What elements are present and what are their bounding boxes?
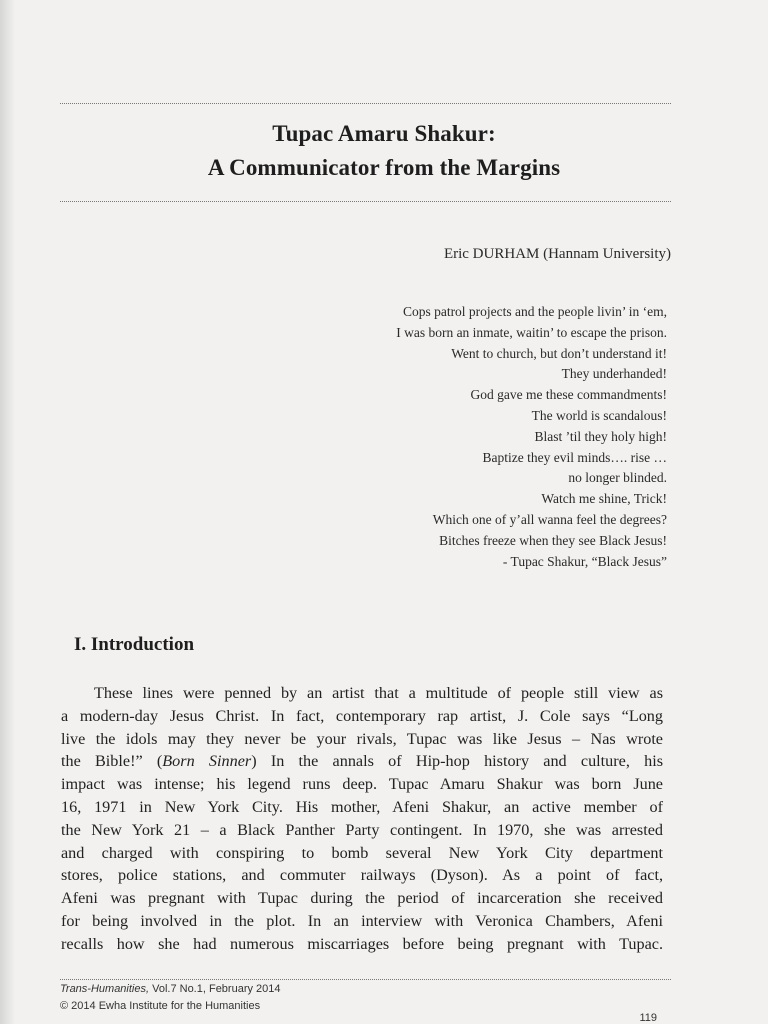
paragraph-line [61,819,663,842]
page-number: 119 [639,1012,657,1024]
paragraph-line [61,750,663,773]
paragraph-text: 16, 1971 in New York City. His mother, Afeni Shakur, an active member of [61,797,663,816]
paragraph-text: the New York 21 – a Black Panther Party contingent. In 1970, she was arrested [61,820,663,839]
journal-citation [60,983,281,995]
paragraph-line [61,773,663,796]
paragraph-line [61,796,663,819]
paragraph-text: recalls how she had numerous miscarriages before being pregnant with Tupac. [61,934,663,953]
paragraph-line [61,842,663,865]
paragraph-text: for being involved in the plot. In an interview with Veronica Chambers, Afeni [61,911,663,930]
paragraph-line [61,887,663,910]
scan-edge-shadow [0,0,14,1024]
paragraph-line [61,682,663,705]
author-affiliation: Eric DURHAM (Hannam University) [443,246,671,262]
paragraph-line [61,910,663,933]
epigraph [267,302,667,572]
paragraph-text: and charged with conspiring to bomb several New York City department [61,843,663,862]
title-bottom-rule [60,201,671,202]
epigraph-line: The world is scandalous! [531,407,667,423]
epigraph-line: Which one of y’all wanna feel the degrees? [432,511,667,527]
copyright-notice: © 2014 Ewha Institute for the Humanities [60,1000,261,1012]
top-rule [60,103,671,104]
paragraph-text: a modern-day Jesus Christ. In fact, contemporary rap artist, J. Cole says “Long [61,706,663,725]
paragraph-text: ) In the annals of Hip-hop history and culture, his [251,752,664,771]
epigraph-line: I was born an inmate, waitin’ to escape the prison. [396,324,667,340]
paragraph-text: the Bible!” ( [61,752,163,771]
epigraph-line: Went to church, but don’t understand it! [451,345,667,361]
epigraph-line: God gave me these commandments! [470,387,667,403]
epigraph-line: Bitches freeze when they see Black Jesus! [439,532,667,548]
paragraph-text: stores, police stations, and commuter railways (Dyson). As a point of fact, [61,866,663,885]
section-heading: I. Introduction [74,634,195,655]
article-title-line-2: A Communicator from the Margins [207,155,561,180]
introduction-paragraph [61,682,663,956]
epigraph-line: Cops patrol projects and the people livin’ in ‘em, [402,304,667,319]
paragraph-text: Afeni was pregnant with Tupac during the period of incarceration she received [61,889,663,908]
footer-rule [60,979,671,980]
article-title-line-1: Tupac Amaru Shakur: [272,121,496,146]
epigraph-line: Watch me shine, Trick! [541,491,667,507]
epigraph-line: no longer blinded. [568,470,667,486]
paragraph-text: impact was intense; his legend runs deep. Tupac Amaru Shakur was born June [61,775,663,794]
paragraph-line [61,933,663,956]
journal-issue: Vol.7 No.1, February 2014 [149,983,281,995]
paragraph-line [61,705,663,728]
journal-name: Trans-Humanities, [60,983,150,995]
paragraph-line [61,728,663,751]
cited-work-title: Born Sinner [162,752,252,771]
epigraph-line: They underhanded! [561,366,667,382]
paragraph-text: These lines were penned by an artist that a multitude of people still view as [94,684,663,702]
epigraph-line: Blast ’til they holy high! [534,428,667,444]
epigraph-line: Baptize they evil minds…. rise … [482,449,667,465]
epigraph-line: - Tupac Shakur, “Black Jesus” [502,553,667,569]
paragraph-text: live the idols may they never be your rivals, Tupac was like Jesus – Nas wrote [61,729,663,748]
paragraph-line [61,864,663,887]
